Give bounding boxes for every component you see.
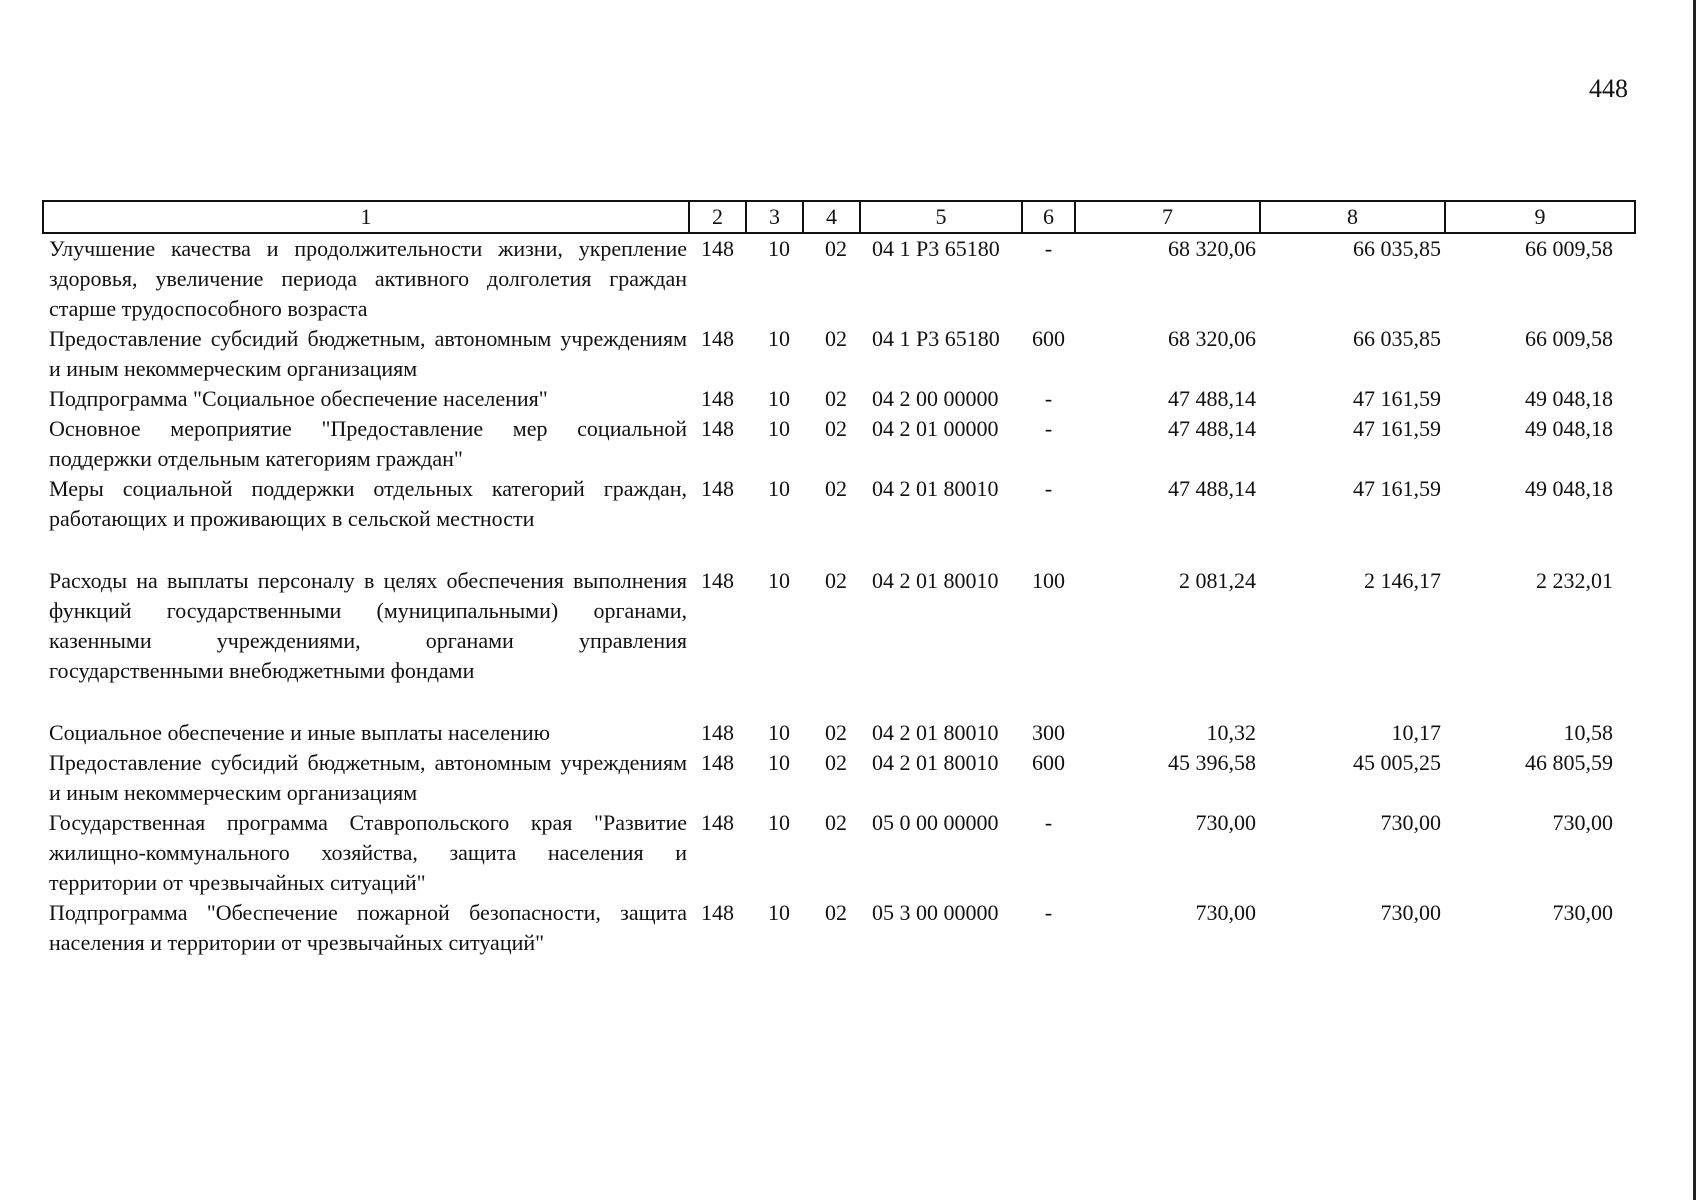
table-row: [43, 384, 1635, 414]
cell-col-3: 10: [768, 900, 790, 925]
row-description: Социальное обеспечение и иные выплаты населению: [49, 720, 551, 745]
row-description: Расходы на выплаты персоналу в целях обеспечения выполнения функций государственными (муниципальными) органами, казенными учреждениями, органами управления государственными внебюджетными фондами: [49, 568, 687, 683]
cell-col-2: 148: [701, 326, 734, 351]
cell-col-5: 04 1 Р3 65180: [872, 326, 1000, 351]
cell-col-9: 10,58: [1563, 720, 1613, 745]
cell-col-9: 730,00: [1552, 900, 1613, 925]
header-col-7: 7: [1075, 201, 1260, 233]
header-col-2: 2: [689, 201, 746, 233]
table-row: [43, 566, 1635, 718]
header-col-1: 1: [43, 201, 689, 233]
cell-col-8: 47 161,59: [1353, 386, 1441, 411]
row-description: Меры социальной поддержки отдельных категорий граждан, работающих и проживающих в сельской местности: [49, 476, 687, 531]
cell-col-2: 148: [701, 810, 734, 835]
cell-col-7: 730,00: [1195, 810, 1256, 835]
cell-col-6: 600: [1032, 750, 1065, 775]
cell-col-6: -: [1044, 236, 1053, 261]
cell-col-7: 47 488,14: [1168, 386, 1256, 411]
cell-col-4: 02: [825, 236, 847, 261]
row-description: Предоставление субсидий бюджетным, автономным учреждениям и иным некоммерческим организациям: [49, 326, 687, 381]
table-row: [43, 324, 1635, 384]
row-description: Подпрограмма "Обеспечение пожарной безопасности, защита населения и территории от чрезвычайных ситуаций": [49, 900, 687, 955]
cell-col-3: 10: [768, 416, 790, 441]
cell-col-3: 10: [768, 386, 790, 411]
cell-col-9: 46 805,59: [1525, 750, 1613, 775]
cell-col-9: 66 009,58: [1525, 326, 1613, 351]
cell-col-7: 2 081,24: [1179, 568, 1256, 593]
cell-col-8: 47 161,59: [1353, 476, 1441, 501]
cell-col-8: 730,00: [1380, 810, 1441, 835]
header-col-8: 8: [1260, 201, 1445, 233]
table-row: [43, 474, 1635, 566]
cell-col-3: 10: [768, 720, 790, 745]
row-description: Основное мероприятие "Предоставление мер социальной поддержки отдельным категориям граждан": [49, 416, 687, 471]
cell-col-4: 02: [825, 750, 847, 775]
cell-col-8: 47 161,59: [1353, 416, 1441, 441]
cell-col-4: 02: [825, 568, 847, 593]
cell-col-3: 10: [768, 236, 790, 261]
cell-col-2: 148: [701, 568, 734, 593]
page-number: 448: [1589, 74, 1628, 103]
cell-col-5: 04 2 01 80010: [872, 750, 999, 775]
cell-col-3: 10: [768, 326, 790, 351]
cell-col-3: 10: [768, 750, 790, 775]
cell-col-6: 600: [1032, 326, 1065, 351]
cell-col-7: 47 488,14: [1168, 476, 1256, 501]
table-row: [43, 808, 1635, 898]
cell-col-8: 66 035,85: [1353, 236, 1441, 261]
row-description: Государственная программа Ставропольского края "Развитие жилищно-коммунального хозяйства, защита населения и территории от чрезвычайных ситуаций": [49, 810, 687, 895]
cell-col-7: 47 488,14: [1168, 416, 1256, 441]
cell-col-9: 49 048,18: [1525, 476, 1613, 501]
header-col-3: 3: [746, 201, 803, 233]
cell-col-5: 04 2 01 00000: [872, 416, 999, 441]
cell-col-8: 2 146,17: [1364, 568, 1441, 593]
cell-col-7: 10,32: [1206, 720, 1256, 745]
header-col-6: 6: [1022, 201, 1075, 233]
cell-col-6: 300: [1032, 720, 1065, 745]
cell-col-8: 10,17: [1391, 720, 1441, 745]
cell-col-2: 148: [701, 720, 734, 745]
cell-col-4: 02: [825, 476, 847, 501]
cell-col-9: 730,00: [1552, 810, 1613, 835]
cell-col-7: 68 320,06: [1168, 326, 1256, 351]
row-description: Подпрограмма "Социальное обеспечение населения": [49, 386, 548, 411]
row-description: Предоставление субсидий бюджетным, автономным учреждениям и иным некоммерческим организациям: [49, 750, 687, 805]
cell-col-4: 02: [825, 326, 847, 351]
cell-col-9: 49 048,18: [1525, 386, 1613, 411]
table-row: [43, 898, 1635, 958]
cell-col-6: -: [1044, 476, 1053, 501]
cell-col-7: 68 320,06: [1168, 236, 1256, 261]
row-description: Улучшение качества и продолжительности жизни, укрепление здоровья, увеличение периода активного долголетия граждан старше трудоспособного возраста: [49, 236, 687, 321]
cell-col-9: 2 232,01: [1536, 568, 1613, 593]
cell-col-5: 04 2 00 00000: [872, 386, 999, 411]
cell-col-5: 04 2 01 80010: [872, 476, 999, 501]
table-row: [43, 718, 1635, 748]
cell-col-8: 730,00: [1380, 900, 1441, 925]
table-row: [43, 414, 1635, 474]
cell-col-7: 730,00: [1195, 900, 1256, 925]
cell-col-6: 100: [1032, 568, 1065, 593]
cell-col-5: 05 0 00 00000: [872, 810, 999, 835]
cell-col-8: 45 005,25: [1353, 750, 1441, 775]
cell-col-2: 148: [701, 750, 734, 775]
cell-col-5: 04 1 Р3 65180: [872, 236, 1000, 261]
cell-col-4: 02: [825, 810, 847, 835]
cell-col-3: 10: [768, 476, 790, 501]
cell-col-3: 10: [768, 810, 790, 835]
header-col-4: 4: [803, 201, 860, 233]
cell-col-5: 04 2 01 80010: [872, 720, 999, 745]
cell-col-6: -: [1044, 900, 1053, 925]
cell-col-9: 49 048,18: [1525, 416, 1613, 441]
cell-col-4: 02: [825, 900, 847, 925]
cell-col-4: 02: [825, 386, 847, 411]
cell-col-2: 148: [701, 386, 734, 411]
cell-col-4: 02: [825, 416, 847, 441]
cell-col-5: 05 3 00 00000: [872, 900, 999, 925]
cell-col-7: 45 396,58: [1168, 750, 1256, 775]
cell-col-5: 04 2 01 80010: [872, 568, 999, 593]
budget-table: [42, 200, 1636, 958]
table-header-row: [43, 201, 1635, 233]
cell-col-4: 02: [825, 720, 847, 745]
table-row: [43, 233, 1635, 324]
cell-col-2: 148: [701, 416, 734, 441]
cell-col-6: -: [1044, 386, 1053, 411]
cell-col-6: -: [1044, 810, 1053, 835]
cell-col-2: 148: [701, 900, 734, 925]
cell-col-2: 148: [701, 476, 734, 501]
cell-col-3: 10: [768, 568, 790, 593]
cell-col-9: 66 009,58: [1525, 236, 1613, 261]
cell-col-6: -: [1044, 416, 1053, 441]
header-col-5: 5: [860, 201, 1022, 233]
cell-col-8: 66 035,85: [1353, 326, 1441, 351]
cell-col-2: 148: [701, 236, 734, 261]
header-col-9: 9: [1445, 201, 1635, 233]
table-row: [43, 748, 1635, 808]
